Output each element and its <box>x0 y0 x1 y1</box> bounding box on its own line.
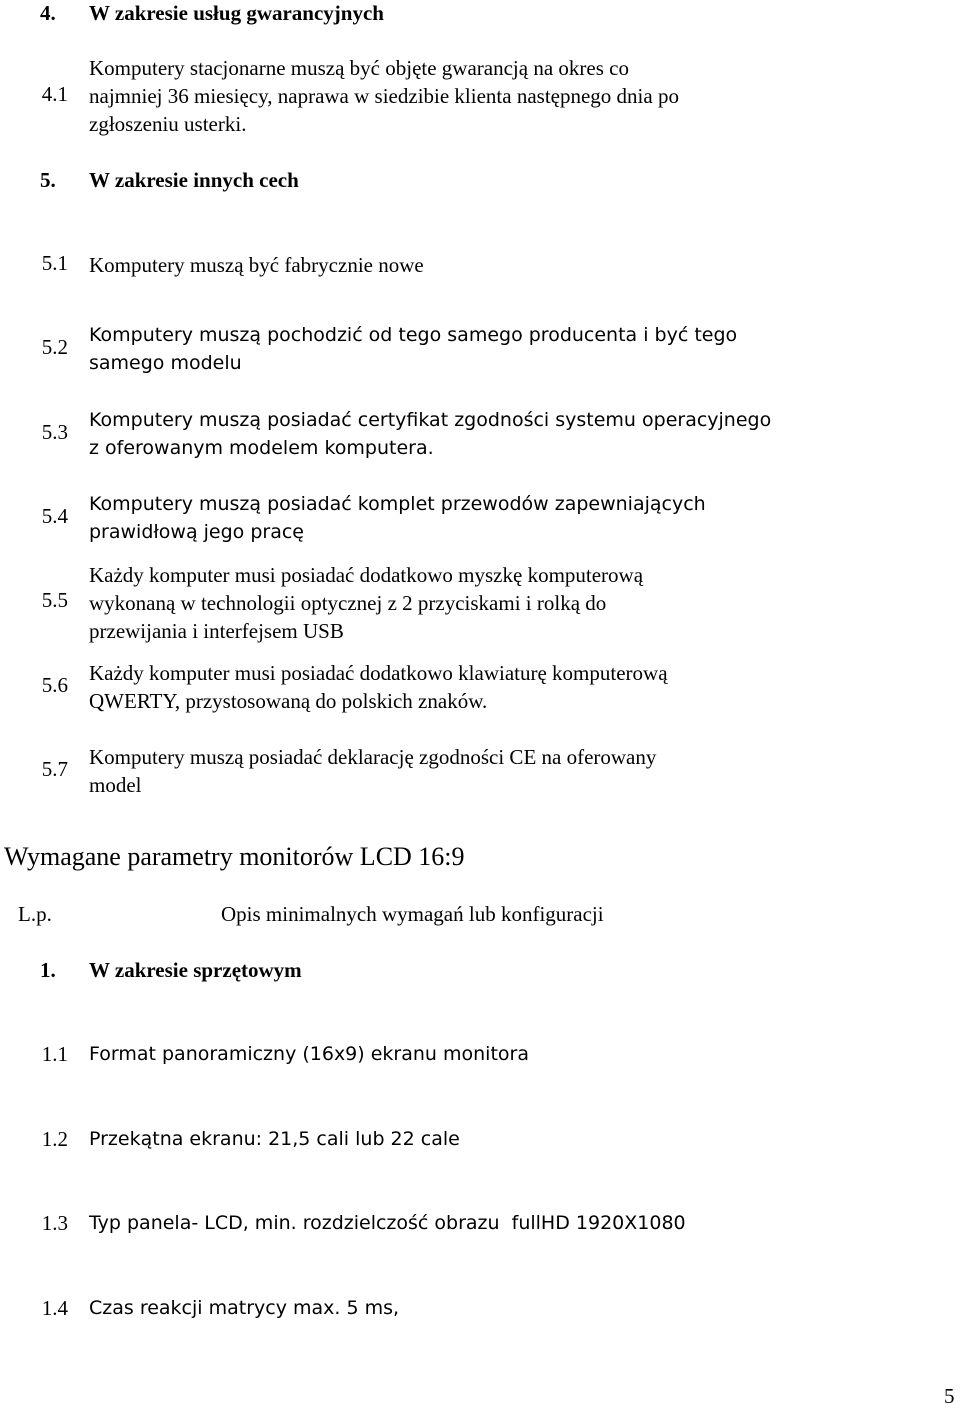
item-line: samego modelu <box>89 352 242 374</box>
item-line: z oferowanym modelem komputera. <box>89 437 434 459</box>
item-line: wykonaną w technologii optycznej z 2 przyciskami i rolką do <box>89 591 607 615</box>
monitors-title: Wymagane parametry monitorów LCD 16:9 <box>4 842 465 871</box>
item-line: Komputery muszą posiadać komplet przewodów zapewniających <box>89 493 706 515</box>
monitor-item-1-1-text: Format panoramiczny (16x9) ekranu monitora <box>89 1043 529 1065</box>
item-5-1-text <box>89 251 424 279</box>
item-line: QWERTY, przystosowaną do polskich znaków. <box>89 689 488 713</box>
item-line: model <box>89 773 142 797</box>
item-5-2-number: 5.2 <box>41 335 68 359</box>
item-5-3-text <box>89 406 771 462</box>
monitor-item-1-1-number: 1.1 <box>41 1042 68 1066</box>
section-5-number: 5. <box>40 168 56 192</box>
item-5-6-number: 5.6 <box>41 673 68 697</box>
page-number: 5 <box>944 1384 955 1408</box>
item-5-4-text <box>89 490 706 546</box>
item-5-3-number: 5.3 <box>41 420 68 444</box>
section-4-number: 4. <box>40 1 56 25</box>
monitor-item-1-4-text: Czas reakcji matrycy max. 5 ms, <box>89 1297 400 1319</box>
monitor-section-number: 1. <box>40 958 56 982</box>
monitor-item-1-4-number: 1.4 <box>41 1296 68 1320</box>
item-5-7-number: 5.7 <box>41 757 68 781</box>
item-line: Każdy komputer musi posiadać dodatkowo klawiaturę komputerową <box>89 661 668 685</box>
item-5-4-number: 5.4 <box>41 504 68 528</box>
item-line: Każdy komputer musi posiadać dodatkowo myszkę komputerową <box>89 563 644 587</box>
monitor-item-1-2-text: Przekątna ekranu: 21,5 cali lub 22 cale <box>89 1128 460 1150</box>
item-line: prawidłową jego pracę <box>89 521 304 543</box>
item-4-1-text <box>89 54 679 138</box>
item-line: Komputery muszą być fabrycznie nowe <box>89 253 424 277</box>
item-line: Komputery muszą posiadać deklarację zgodności CE na oferowany <box>89 745 657 769</box>
section-5-heading: W zakresie innych cech <box>89 168 299 192</box>
item-line: Komputery muszą posiadać certyfikat zgodności systemu operacyjnego <box>89 409 772 431</box>
monitor-item-1-2-number: 1.2 <box>41 1127 68 1151</box>
item-5-2-text <box>89 321 737 377</box>
monitor-item-1-3-text: Typ panela- LCD, min. rozdzielczość obrazu fullHD 1920X1080 <box>89 1212 686 1234</box>
item-line: zgłoszeniu usterki. <box>89 112 247 136</box>
item-line: Komputery stacjonarne muszą być objęte gwarancją na okres co <box>89 56 629 80</box>
column-header-lp: L.p. <box>18 902 52 926</box>
section-4-heading: W zakresie usług gwarancyjnych <box>89 1 384 25</box>
item-5-1-number: 5.1 <box>41 251 68 275</box>
item-5-5-number: 5.5 <box>41 588 68 612</box>
column-header-description: Opis minimalnych wymagań lub konfiguracji <box>221 902 604 926</box>
item-4-1-number: 4.1 <box>41 82 68 106</box>
item-line: najmniej 36 miesięcy, naprawa w siedzibie klienta następnego dnia po <box>89 84 679 108</box>
item-5-6-text <box>89 659 668 715</box>
monitor-section-heading: W zakresie sprzętowym <box>89 958 302 982</box>
item-5-5-text <box>89 561 643 645</box>
item-line: Komputery muszą pochodzić od tego samego producenta i być tego <box>89 324 738 346</box>
monitor-item-1-3-number: 1.3 <box>41 1211 68 1235</box>
item-5-7-text <box>89 743 656 799</box>
item-line: przewijania i interfejsem USB <box>89 619 344 643</box>
